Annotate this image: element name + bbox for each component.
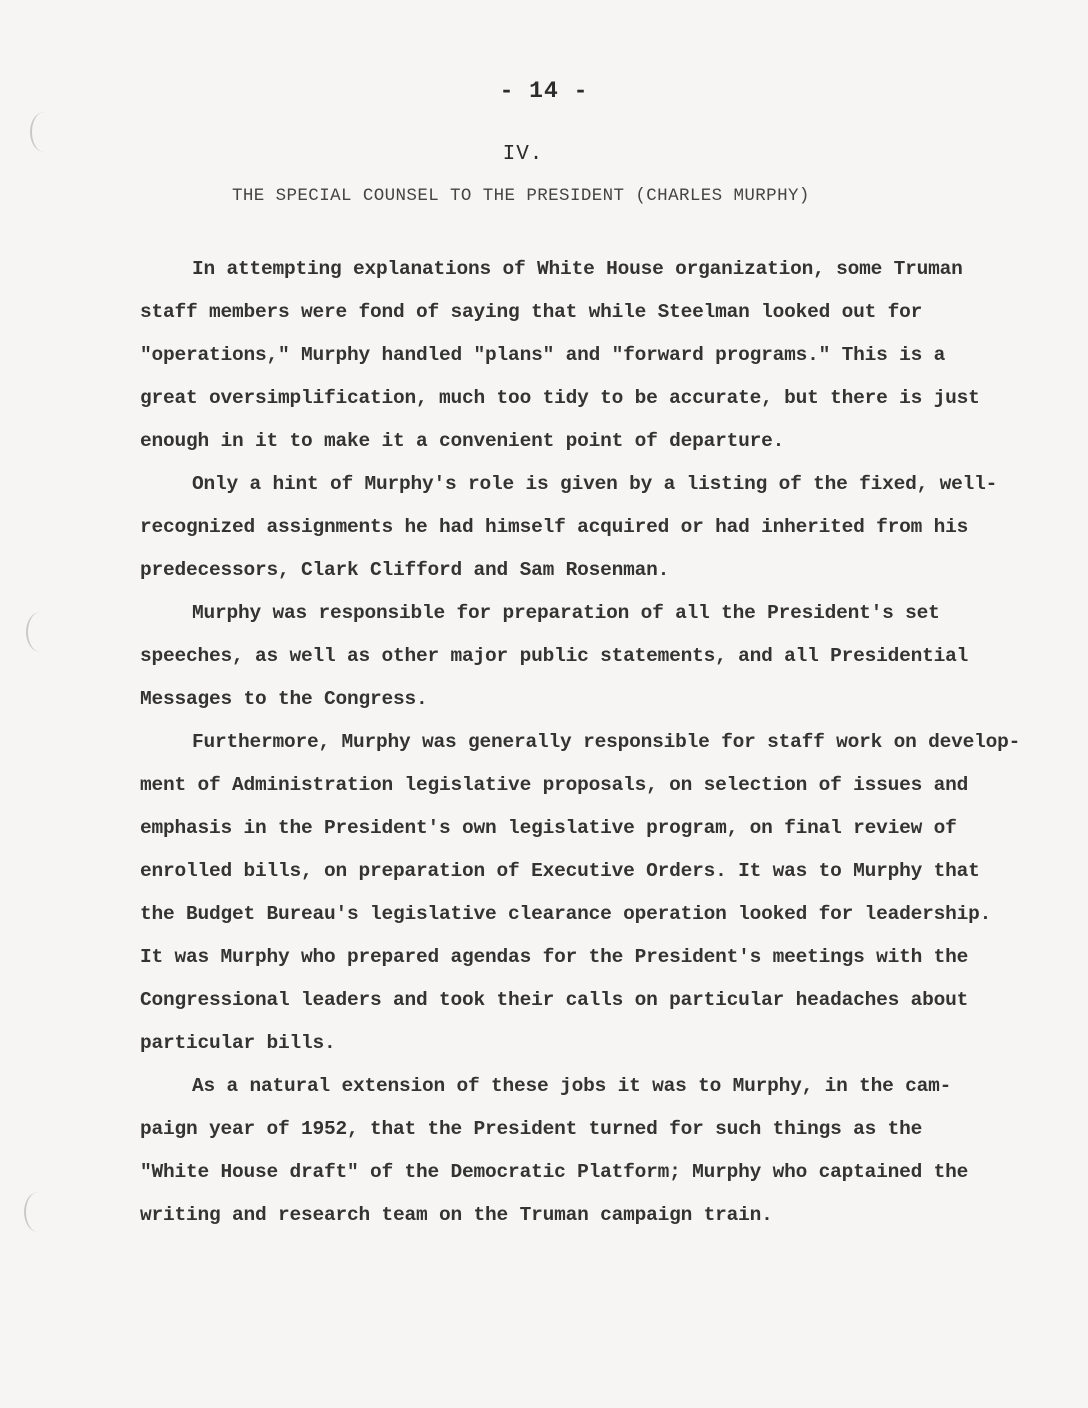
text-line: speeches, as well as other major public statements, and all Presidential bbox=[140, 645, 969, 667]
text-line: enough in it to make it a convenient point of departure. bbox=[140, 430, 785, 452]
text-line: "operations," Murphy handled "plans" and "forward programs." This is a bbox=[140, 344, 946, 366]
section-title: THE SPECIAL COUNSEL TO THE PRESIDENT (CHARLES MURPHY) bbox=[232, 186, 810, 206]
paragraph bbox=[140, 1065, 970, 1237]
text-line: paign year of 1952, that the President turned for such things as the bbox=[140, 1118, 923, 1140]
text-line: In attempting explanations of White House organization, some Truman bbox=[192, 258, 963, 280]
text-line: particular bills. bbox=[140, 1032, 336, 1054]
text-line: great oversimplification, much too tidy to be accurate, but there is just bbox=[140, 387, 980, 409]
text-line: As a natural extension of these jobs it was to Murphy, in the cam- bbox=[192, 1075, 952, 1097]
text-line: Only a hint of Murphy's role is given by a listing of the fixed, well- bbox=[192, 473, 998, 495]
body-text bbox=[140, 248, 1021, 1237]
paragraph bbox=[140, 592, 970, 721]
text-line: "White House draft" of the Democratic Platform; Murphy who captained the bbox=[140, 1161, 969, 1183]
text-line: emphasis in the President's own legislative program, on final review of bbox=[140, 817, 957, 839]
text-line: Congressional leaders and took their calls on particular headaches about bbox=[140, 989, 969, 1011]
punch-hole-mark bbox=[26, 612, 54, 652]
text-line: writing and research team on the Truman campaign train. bbox=[140, 1204, 773, 1226]
paragraph bbox=[140, 721, 1021, 1065]
page-number: - 14 - bbox=[499, 78, 589, 104]
text-line: predecessors, Clark Clifford and Sam Rosenman. bbox=[140, 559, 670, 581]
text-line: It was Murphy who prepared agendas for the President's meetings with the bbox=[140, 946, 969, 968]
text-line: enrolled bills, on preparation of Executive Orders. It was to Murphy that bbox=[140, 860, 980, 882]
punch-hole-mark bbox=[24, 1192, 52, 1232]
text-line: Furthermore, Murphy was generally responsible for staff work on develop- bbox=[192, 731, 1021, 753]
text-line: ment of Administration legislative proposals, on selection of issues and bbox=[140, 774, 969, 796]
section-numeral: IV. bbox=[502, 143, 544, 166]
paragraph bbox=[140, 463, 998, 592]
text-line: recognized assignments he had himself acquired or had inherited from his bbox=[140, 516, 969, 538]
text-line: Murphy was responsible for preparation of all the President's set bbox=[192, 602, 940, 624]
text-line: Messages to the Congress. bbox=[140, 688, 428, 710]
text-line: the Budget Bureau's legislative clearance operation looked for leadership. bbox=[140, 903, 992, 925]
paragraph bbox=[140, 248, 980, 463]
text-line: staff members were fond of saying that while Steelman looked out for bbox=[140, 301, 923, 323]
